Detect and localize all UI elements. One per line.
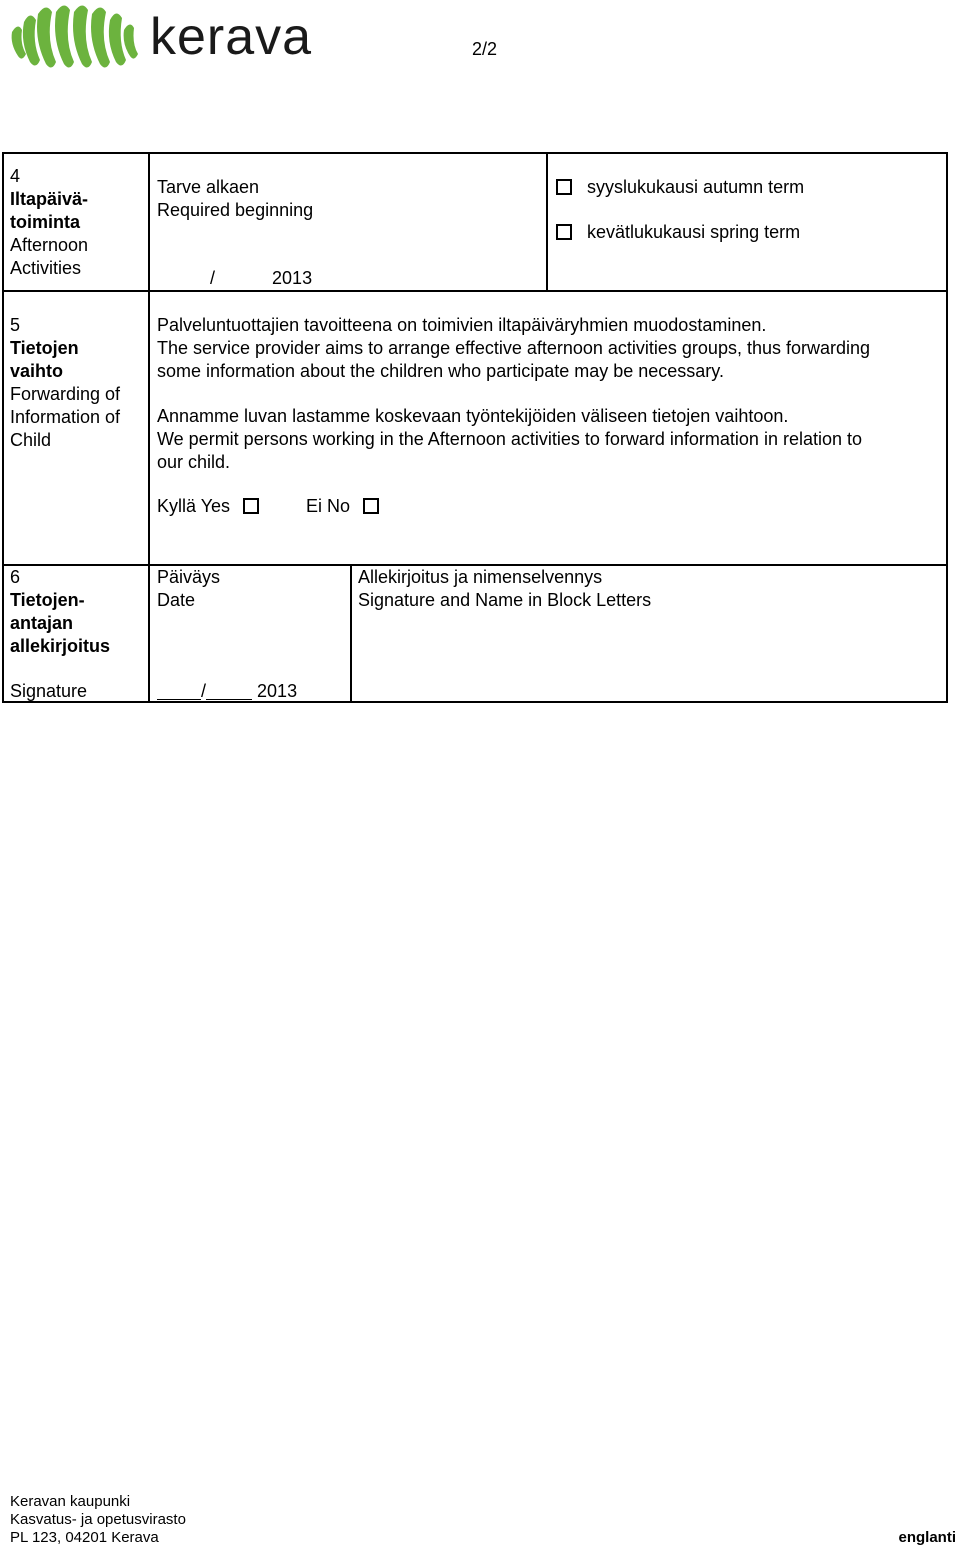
sig-date-slash: / [201,681,207,701]
date-fi: Päiväys [157,567,221,587]
month-blank[interactable] [206,681,252,700]
section6-title-fi-3: allekirjoitus [10,636,111,656]
option-autumn[interactable] [556,176,804,199]
section5-title-fi-1: Tietojen [10,338,79,358]
required-en: Required beginning [157,200,314,220]
section4-title-en-2: Activities [10,258,82,278]
section6-title-fi-1: Tietojen- [10,590,85,610]
para1-line3: some information about the children who participate may be necessary. [157,361,724,381]
date-label [157,566,220,612]
spring-checkbox[interactable] [556,224,572,240]
para1-line1: Palveluntuottajien tavoitteena on toimivien iltapäiväryhmien muodostaminen. [157,315,767,335]
section5-paragraph-1 [157,314,870,383]
no-checkbox[interactable] [363,498,379,514]
section5-title-en-1: Forwarding of [10,384,121,404]
footer-language: englanti [898,1529,956,1546]
yes-checkbox[interactable] [243,498,259,514]
table-border [946,152,948,703]
option-spring[interactable] [556,221,800,244]
section4-label [10,165,88,280]
section4-number: 4 [10,166,21,186]
section4-title-fi-2: toiminta [10,212,80,232]
section5-number: 5 [10,315,21,335]
section4-title-fi-1: Iltapäivä- [10,189,89,209]
kerava-wordmark: kerava [150,8,313,66]
footer-line2: Kasvatus- ja opetusvirasto [10,1511,186,1528]
section5-title-en-2: Information of [10,407,121,427]
signature-field[interactable] [354,620,942,698]
day-blank[interactable] [157,681,201,700]
table-border [148,152,150,703]
sig-fi: Allekirjoitus ja nimenselvennys [358,567,603,587]
section4-title-en-1: Afternoon [10,235,89,255]
section5-label [10,314,120,452]
date-slash: / [210,268,216,288]
sig-date-year: 2013 [257,681,298,701]
table-border [2,701,948,703]
footer-line1: Keravan kaupunki [10,1493,131,1510]
signature-label [358,566,651,612]
autumn-label: syyslukukausi autumn term [587,177,805,197]
section6-title-fi-2: antajan [10,613,74,633]
required-beginning-label [157,176,313,222]
para2-line2: We permit persons working in the Afternoon activities to forward information in relation to [157,429,863,449]
table-border [2,152,948,154]
section6-label [10,566,110,658]
section6-title-en: Signature [10,681,88,701]
para1-line2: The service provider aims to arrange effective afternoon activities groups, thus forwarding [157,338,871,358]
consent-yes[interactable] [157,495,259,518]
section5-title-en-3: Child [10,430,52,450]
section6-number: 6 [10,567,21,587]
date-en: Date [157,590,196,610]
para2-line1: Annamme luvan lastamme koskevaan työntekijöiden väliseen tietojen vaihtoon. [157,406,789,426]
footer-address [10,1493,186,1547]
required-fi: Tarve alkaen [157,177,260,197]
consent-no[interactable] [306,495,379,518]
para2-line3: our child. [157,452,231,472]
section5-title-fi-2: vaihto [10,361,64,381]
section5-paragraph-2 [157,405,862,474]
spring-label: kevätlukukausi spring term [587,222,801,242]
footer-line3: PL 123, 04201 Kerava [10,1529,159,1546]
page-number: 2/2 [472,39,498,59]
table-border [546,152,548,292]
required-date-field[interactable] [210,267,312,290]
autumn-checkbox[interactable] [556,179,572,195]
table-border [350,564,352,703]
date-year: 2013 [272,268,313,288]
table-border [2,152,4,703]
kerava-logo [8,4,408,70]
table-border [2,290,948,292]
sig-en: Signature and Name in Block Letters [358,590,652,610]
no-label: Ei No [306,496,351,516]
yes-label: Kyllä Yes [157,496,231,516]
signature-date-field[interactable] [157,680,297,703]
